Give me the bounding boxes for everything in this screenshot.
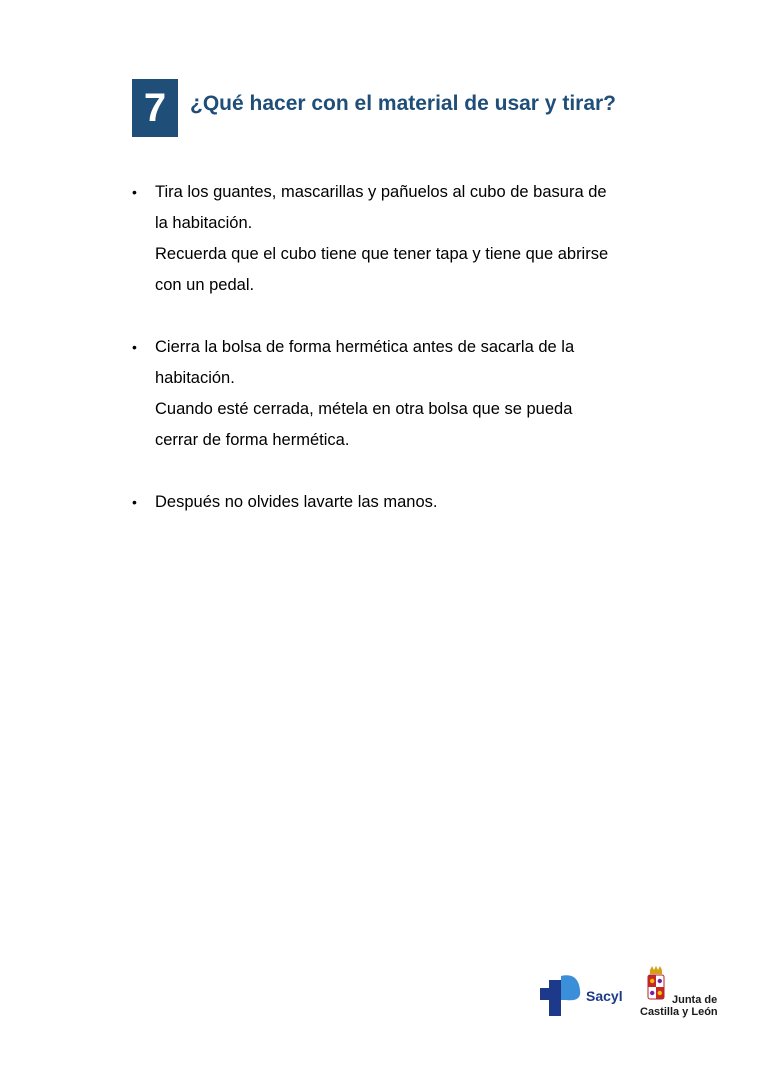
footer-logos xyxy=(540,966,730,1026)
bullet-text-line: con un pedal. xyxy=(155,276,255,294)
list-item xyxy=(132,487,662,518)
sacyl-logo xyxy=(540,972,630,1020)
bullet-text-line: cerrar de forma hermética. xyxy=(155,431,350,449)
bullet-text-line: Recuerda que el cubo tiene que tener tapa y tiene que abrirse xyxy=(155,245,609,263)
lion-icon xyxy=(658,979,662,983)
section-header xyxy=(132,79,632,149)
bullet-text-line: Cierra la bolsa de forma hermética antes de sacarla de la xyxy=(155,338,575,356)
bullet-list xyxy=(132,177,662,549)
bullet-text-line: Cuando esté cerrada, métela en otra bolsa que se pueda xyxy=(155,400,573,418)
jcyl-logo-line1: Junta de xyxy=(672,994,718,1006)
lion-icon xyxy=(650,991,654,995)
sacyl-cross-vertical xyxy=(549,980,561,1016)
sacyl-logo-text: Sacyl xyxy=(586,988,623,1004)
junta-castilla-leon-logo xyxy=(640,966,730,1022)
bullet-text-line: Después no olvides lavarte las manos. xyxy=(155,493,438,511)
bullet-text-line: la habitación. xyxy=(155,214,253,232)
bullet-text-line: habitación. xyxy=(155,369,235,387)
section-number-box: 7 xyxy=(132,79,178,137)
sacyl-leaf-shape xyxy=(561,975,580,1000)
bullet-dot-icon: • xyxy=(132,339,137,355)
section-title: ¿Qué hacer con el material de usar y tirar? xyxy=(190,92,616,115)
castle-icon xyxy=(650,979,654,983)
bullet-dot-icon: • xyxy=(132,494,137,510)
list-item xyxy=(132,332,662,456)
jcyl-logo-line2: Castilla y León xyxy=(640,1006,718,1018)
list-item xyxy=(132,177,662,301)
bullet-text-line: Tira los guantes, mascarillas y pañuelos al cubo de basura de xyxy=(155,183,607,201)
crown-icon xyxy=(650,966,662,974)
castle-icon xyxy=(658,991,662,995)
bullet-dot-icon: • xyxy=(132,184,137,200)
